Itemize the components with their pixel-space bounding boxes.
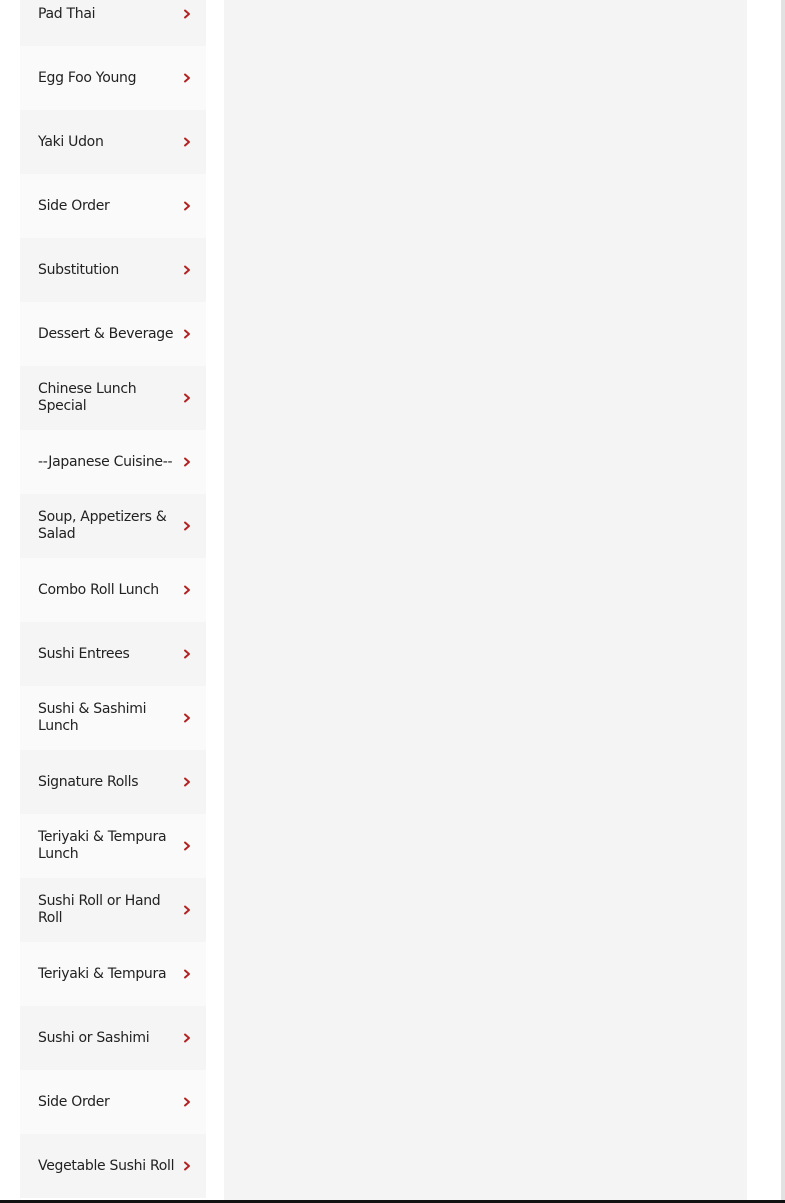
chevron-right-icon: [182, 457, 192, 467]
chevron-right-icon: [182, 1161, 192, 1171]
category-label: Teriyaki & Tempura Lunch: [38, 829, 167, 862]
category-item[interactable]: [20, 942, 206, 1006]
category-item[interactable]: [20, 430, 206, 494]
category-label: Chinese Lunch Special: [38, 381, 137, 414]
category-label: Side Order: [38, 197, 110, 214]
category-label: Egg Foo Young: [38, 69, 137, 86]
chevron-right-icon: [182, 265, 192, 275]
category-item[interactable]: [20, 1070, 206, 1134]
chevron-right-icon: [182, 585, 192, 595]
chevron-right-icon: [182, 73, 192, 83]
chevron-right-icon: [182, 777, 192, 787]
category-item[interactable]: [20, 686, 206, 750]
menu-content-panel: [224, 0, 747, 1203]
category-label: Sushi or Sashimi: [38, 1029, 150, 1046]
chevron-right-icon: [182, 1097, 192, 1107]
category-label: Side Order: [38, 1093, 110, 1110]
category-label: --Japanese Cuisine--: [38, 453, 173, 470]
chevron-right-icon: [182, 841, 192, 851]
category-sidebar: [20, 0, 206, 1198]
category-item[interactable]: [20, 558, 206, 622]
chevron-right-icon: [182, 905, 192, 915]
chevron-right-icon: [182, 201, 192, 211]
category-item[interactable]: [20, 750, 206, 814]
category-label: Teriyaki & Tempura: [38, 965, 167, 982]
chevron-right-icon: [182, 1033, 192, 1043]
category-item[interactable]: [20, 814, 206, 878]
chevron-right-icon: [182, 9, 192, 19]
chevron-right-icon: [182, 969, 192, 979]
category-item[interactable]: [20, 0, 206, 46]
scrollbar-edge[interactable]: [781, 0, 785, 1203]
category-item[interactable]: [20, 494, 206, 558]
category-label: Signature Rolls: [38, 773, 139, 790]
category-item[interactable]: [20, 1134, 206, 1198]
category-item[interactable]: [20, 366, 206, 430]
category-item[interactable]: [20, 1006, 206, 1070]
chevron-right-icon: [182, 649, 192, 659]
category-item[interactable]: [20, 878, 206, 942]
chevron-right-icon: [182, 329, 192, 339]
category-label: Dessert & Beverage: [38, 325, 174, 342]
category-label: Sushi Entrees: [38, 645, 130, 662]
category-item[interactable]: [20, 110, 206, 174]
category-label: Sushi & Sashimi Lunch: [38, 701, 147, 734]
category-label: Substitution: [38, 261, 119, 278]
category-item[interactable]: [20, 238, 206, 302]
category-label: Yaki Udon: [38, 133, 104, 150]
category-item[interactable]: [20, 174, 206, 238]
category-label: Vegetable Sushi Roll: [38, 1157, 175, 1174]
category-item[interactable]: [20, 622, 206, 686]
chevron-right-icon: [182, 393, 192, 403]
chevron-right-icon: [182, 137, 192, 147]
chevron-right-icon: [182, 713, 192, 723]
chevron-right-icon: [182, 521, 192, 531]
category-label: Sushi Roll or Hand Roll: [38, 893, 161, 926]
category-label: Combo Roll Lunch: [38, 581, 159, 598]
category-item[interactable]: [20, 302, 206, 366]
category-item[interactable]: [20, 46, 206, 110]
category-label: Soup, Appetizers & Salad: [38, 509, 167, 542]
category-label: Pad Thai: [38, 5, 96, 22]
